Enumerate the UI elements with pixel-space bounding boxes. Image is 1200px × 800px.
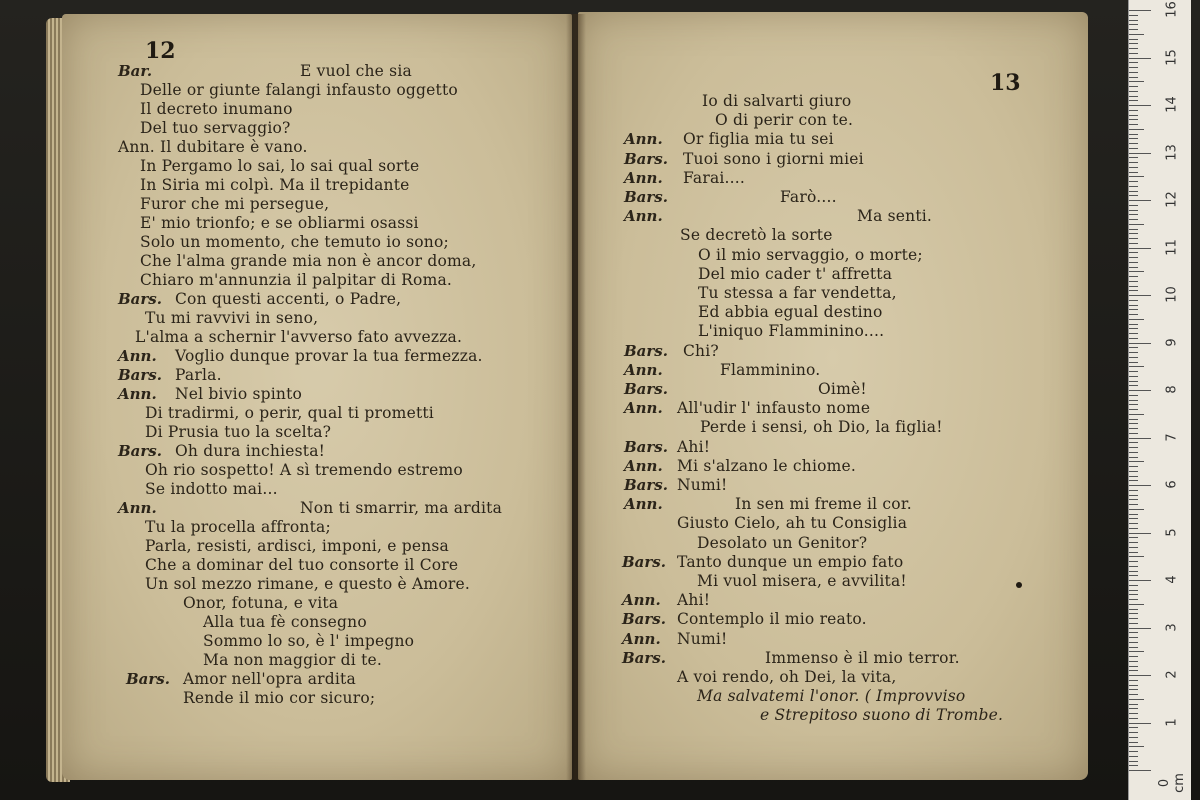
ruler-tick [1129, 324, 1138, 325]
left-page-text-line-19: Di Prusia tuo la scelta? [145, 423, 332, 441]
ruler-tick [1129, 295, 1151, 296]
ruler-tick [1129, 642, 1138, 643]
left-page-text-line-22: Se indotto mai... [145, 480, 278, 498]
left-page-text-line-9: Solo un momento, che temuto io sono; [140, 233, 449, 251]
ruler-tick [1129, 229, 1138, 230]
ruler-tick [1129, 15, 1138, 16]
right-page-text-line-30: A voi rendo, oh Dei, la vita, [677, 668, 897, 686]
ruler-tick [1129, 153, 1151, 154]
ruler-tick [1129, 466, 1138, 467]
ruler-number-14: 14 [1164, 96, 1180, 113]
ruler-tick [1129, 552, 1138, 553]
ruler-number-1: 1 [1164, 717, 1180, 727]
ruler-number-3: 3 [1164, 622, 1180, 632]
page-number-right: 13 [990, 70, 1021, 96]
ruler-tick [1129, 699, 1144, 700]
ruler-tick [1129, 371, 1138, 372]
ruler-tick [1129, 428, 1138, 429]
left-page-text-line-17: Nel bivio spinto [175, 385, 303, 403]
right-page-text-line-23: Desolato un Genitor? [697, 533, 868, 552]
ruler-tick [1129, 599, 1138, 600]
ruler-tick [1129, 514, 1138, 515]
ruler-tick [1129, 613, 1138, 614]
right-page-speaker-14: Ann. [624, 360, 663, 379]
left-page-text-line-28: Onor, fotuna, e vita [183, 594, 339, 612]
ruler-tick [1129, 499, 1138, 500]
ruler-tick [1129, 504, 1138, 505]
ruler-number-2: 2 [1164, 670, 1180, 679]
right-page-text-line-14: Flamminino. [720, 360, 821, 379]
right-page-speaker-4: Ann. [624, 168, 663, 187]
ruler-tick [1129, 214, 1138, 215]
ruler-tick [1129, 257, 1138, 258]
ruler-tick [1129, 737, 1138, 738]
right-page-text-line-10: Tu stessa a far vendetta, [698, 284, 897, 302]
right-page-text-line-1: O di perir con te. [715, 111, 854, 130]
right-page-text-line-12: L'iniquo Flamminino.... [698, 322, 885, 341]
ruler-tick [1129, 708, 1138, 709]
ruler-tick [1129, 447, 1138, 448]
ruler-tick [1129, 457, 1138, 458]
ruler-tick [1129, 162, 1138, 163]
ruler-tick [1129, 290, 1138, 291]
left-page-speaker-23: Ann. [118, 499, 157, 517]
ruler-tick [1129, 556, 1144, 557]
ruler-tick [1129, 647, 1138, 648]
ruler-tick [1129, 476, 1138, 477]
ruler-tick [1129, 195, 1138, 196]
ruler-number-15: 15 [1164, 48, 1180, 66]
right-page-speaker-20: Bars. [624, 476, 668, 494]
ruler-tick [1129, 91, 1138, 92]
left-page-speaker-20: Bars. [118, 442, 162, 460]
right-page-text-line-32: e Strepitoso suono di Trombe. [760, 706, 1004, 725]
right-page-text-line-28: Numi! [677, 629, 728, 648]
ruler-tick [1129, 134, 1138, 135]
left-page-text-line-5: In Pergamo lo sai, lo sai qual sorte [140, 157, 420, 175]
ruler-tick [1129, 438, 1151, 439]
right-page-text-line-6: Ma senti. [857, 207, 933, 226]
left-page-text-line-0: E vuol che sia [300, 62, 412, 80]
ruler-tick [1129, 314, 1138, 315]
ruler-tick [1129, 566, 1138, 567]
left-page-speaker-15: Ann. [118, 347, 157, 365]
ruler-tick [1129, 480, 1138, 481]
ruler-tick [1129, 138, 1138, 139]
ruler-tick [1129, 694, 1138, 695]
left-page-text-line-33: Rende il mio cor sicuro; [183, 689, 376, 707]
left-page-text-line-25: Parla, resisti, ardisci, imponi, e pensa [145, 537, 449, 555]
ruler-tick [1129, 381, 1138, 382]
ruler-tick [1129, 390, 1151, 391]
ruler-number-4: 4 [1164, 575, 1180, 584]
right-page-speaker-26: Ann. [622, 591, 661, 610]
ruler-tick [1129, 167, 1138, 168]
right-page-speaker-27: Bars. [622, 610, 666, 629]
right-page-text-line-8: O il mio servaggio, o morte; [698, 245, 923, 264]
ruler-tick [1129, 590, 1138, 591]
ink-mark [1016, 582, 1022, 588]
ruler-tick [1129, 53, 1138, 54]
ruler-tick [1129, 77, 1138, 78]
ruler-tick [1129, 704, 1138, 705]
right-page-text-line-0: Io di salvarti giuro [702, 92, 852, 110]
left-page-speaker-16: Bars. [118, 366, 162, 384]
ruler-tick [1129, 29, 1138, 30]
ruler-tick [1129, 675, 1151, 676]
right-page-text-line-20: Numi! [677, 476, 728, 494]
right-page-text-line-24: Tanto dunque un empio fato [677, 552, 904, 571]
right-page-speaker-19: Ann. [624, 456, 663, 475]
left-page-text-line-20: Oh dura inchiesta! [175, 442, 326, 460]
ruler-tick [1129, 105, 1151, 106]
ruler-tick [1129, 528, 1138, 529]
ruler-tick [1129, 252, 1138, 253]
ruler-tick [1129, 115, 1138, 116]
measurement-ruler [1128, 0, 1191, 800]
ruler-tick [1129, 338, 1138, 339]
ruler-tick [1129, 471, 1138, 472]
left-page-text-line-10: Che l'alma grande mia non è ancor doma, [140, 252, 477, 270]
page-number-left: 12 [145, 38, 176, 64]
left-page-text-line-1: Delle or giunte falangi infausto oggetto [140, 81, 458, 99]
right-page-speaker-28: Ann. [622, 629, 661, 648]
ruler-tick [1129, 10, 1151, 11]
ruler-tick [1129, 419, 1138, 420]
ruler-tick [1129, 713, 1138, 714]
ruler-tick [1129, 39, 1138, 40]
left-page-text-line-32: Amor nell'opra ardita [183, 670, 356, 688]
ruler-tick [1129, 110, 1138, 111]
ruler-tick [1129, 761, 1138, 762]
right-page-text-line-22: Giusto Cielo, ah tu Consiglia [677, 514, 908, 533]
ruler-tick [1129, 34, 1144, 35]
ruler-tick [1129, 461, 1144, 462]
ruler-tick [1129, 580, 1151, 581]
ruler-tick [1129, 352, 1138, 353]
right-page-speaker-5: Bars. [624, 188, 668, 206]
ruler-tick [1129, 628, 1151, 629]
ruler-tick [1129, 58, 1151, 59]
ruler-tick [1129, 362, 1138, 363]
ruler-tick [1129, 233, 1138, 234]
right-page-text-line-27: Contemplo il mio reato. [677, 610, 867, 629]
ruler-tick [1129, 276, 1138, 277]
right-page-text-line-13: Chi? [683, 341, 719, 360]
ruler-tick [1129, 594, 1138, 595]
ruler-tick [1129, 81, 1144, 82]
ruler-tick [1129, 656, 1138, 657]
ruler-tick [1129, 404, 1138, 405]
ruler-tick [1129, 205, 1138, 206]
ruler-unit-label: 0 cm [1157, 773, 1187, 793]
book-gutter [566, 14, 586, 780]
ruler-tick [1129, 651, 1144, 652]
ruler-tick [1129, 765, 1138, 766]
right-page-text-line-5: Farò.... [780, 188, 837, 206]
left-page-speaker-17: Ann. [118, 385, 157, 403]
ruler-tick [1129, 770, 1151, 771]
ruler-number-6: 6 [1164, 480, 1180, 489]
ruler-tick [1129, 186, 1138, 187]
ruler-number-12: 12 [1164, 191, 1180, 208]
ruler-tick [1129, 238, 1138, 239]
left-page-speaker-0: Bar. [118, 62, 153, 80]
left-page-text-line-21: Oh rio sospetto! A sì tremendo estremo [145, 461, 463, 479]
ruler-tick [1129, 742, 1138, 743]
right-page-speaker-2: Ann. [624, 130, 663, 149]
ruler-tick [1129, 490, 1138, 491]
right-page-text-line-17: Perde i sensi, oh Dio, la figlia! [700, 418, 943, 437]
left-page-text-line-8: E' mio trionfo; e se obliarmi osassi [140, 214, 419, 232]
ruler-tick [1129, 637, 1138, 638]
right-page-text-line-7: Se decretò la sorte [680, 226, 833, 245]
right-page-speaker-24: Bars. [622, 552, 666, 571]
ruler-number-11: 11 [1164, 238, 1180, 256]
left-page-text-line-4: Ann. Il dubitare è vano. [118, 138, 308, 156]
left-page-text-line-24: Tu la procella affronta; [145, 518, 331, 536]
left-page-text-line-14: L'alma a schernir l'avverso fato avvezza. [135, 328, 463, 346]
ruler-tick [1129, 271, 1144, 272]
left-page-text-line-13: Tu mi ravvivi in seno, [145, 309, 319, 327]
ruler-tick [1129, 666, 1138, 667]
left-page-text-line-31: Ma non maggior di te. [203, 651, 383, 669]
ruler-tick [1129, 172, 1138, 173]
ruler-tick [1129, 200, 1151, 201]
ruler-tick [1129, 452, 1138, 453]
right-page-text-line-4: Farai.... [683, 168, 746, 187]
ruler-number-10: 10 [1164, 286, 1180, 303]
ruler-tick [1129, 96, 1138, 97]
ruler-tick [1129, 143, 1138, 144]
ruler-tick [1129, 129, 1144, 130]
ruler-number-13: 13 [1164, 143, 1180, 161]
ruler-tick [1129, 343, 1151, 344]
right-page-text-line-21: In sen mi freme il cor. [735, 495, 912, 514]
right-page-text-line-19: Mi s'alzano le chiome. [677, 456, 857, 475]
right-page-text-line-9: Del mio cader t' affretta [698, 264, 893, 283]
ruler-tick [1129, 609, 1138, 610]
ruler-tick [1129, 267, 1138, 268]
ruler-tick [1129, 718, 1138, 719]
ruler-tick [1129, 561, 1138, 562]
ruler-tick [1129, 305, 1138, 306]
ruler-tick [1129, 509, 1144, 510]
ruler-tick [1129, 409, 1138, 410]
right-page-speaker-21: Ann. [624, 495, 663, 514]
ruler-tick [1129, 181, 1138, 182]
ruler-tick [1129, 756, 1138, 757]
ruler-tick [1129, 243, 1138, 244]
ruler-tick [1129, 585, 1138, 586]
ruler-tick [1129, 210, 1138, 211]
ruler-tick [1129, 119, 1138, 120]
left-page-text-line-30: Sommo lo so, è l' impegno [203, 632, 415, 650]
ruler-tick [1129, 732, 1138, 733]
ruler-tick [1129, 333, 1138, 334]
ruler-tick [1129, 571, 1138, 572]
ruler-tick [1129, 395, 1138, 396]
ruler-tick [1129, 219, 1138, 220]
ruler-tick [1129, 547, 1138, 548]
right-page-speaker-16: Ann. [624, 399, 663, 418]
ruler-tick [1129, 680, 1138, 681]
ruler-tick [1129, 661, 1138, 662]
ruler-tick [1129, 148, 1138, 149]
left-page-text-line-3: Del tuo servaggio? [140, 119, 291, 137]
ruler-tick [1129, 309, 1138, 310]
ruler-tick [1129, 376, 1138, 377]
ruler-number-7: 7 [1164, 432, 1180, 442]
ruler-tick [1129, 604, 1144, 605]
ruler-tick [1129, 366, 1144, 367]
right-page-text-line-3: Tuoi sono i giorni miei [683, 149, 864, 168]
right-page-text-line-11: Ed abbia egual destino [698, 303, 883, 322]
right-page-text-line-18: Ahi! [677, 437, 711, 456]
ruler-tick [1129, 191, 1138, 192]
ruler-number-9: 9 [1164, 337, 1180, 347]
left-page-speaker-32: Bars. [126, 670, 170, 688]
left-page-text-line-11: Chiaro m'annunzia il palpitar di Roma. [140, 271, 453, 289]
ruler-tick [1129, 433, 1138, 434]
ruler-tick [1129, 124, 1138, 125]
right-page-speaker-6: Ann. [624, 207, 663, 226]
ruler-tick [1129, 286, 1138, 287]
right-page-text-line-16: All'udir l' infausto nome [677, 399, 871, 418]
ruler-tick [1129, 575, 1138, 576]
right-page-speaker-3: Bars. [624, 149, 668, 168]
ruler-tick [1129, 751, 1138, 752]
right-page-speaker-15: Bars. [624, 380, 668, 398]
ruler-tick [1129, 670, 1138, 671]
left-page-text-line-2: Il decreto inumano [140, 100, 293, 118]
right-page-text-line-15: Oimè! [818, 380, 867, 398]
ruler-tick [1129, 248, 1151, 249]
ruler-tick [1129, 157, 1138, 158]
ruler-tick [1129, 43, 1138, 44]
ruler-tick [1129, 48, 1138, 49]
ruler-tick [1129, 518, 1138, 519]
left-page-speaker-12: Bars. [118, 290, 162, 308]
right-page-speaker-13: Bars. [624, 341, 668, 360]
ruler-tick [1129, 300, 1138, 301]
ruler-tick [1129, 319, 1144, 320]
ruler-tick [1129, 224, 1144, 225]
right-page-text-line-25: Mi vuol misera, e avvilita! [697, 572, 907, 590]
ruler-tick [1129, 537, 1138, 538]
right-page-text-line-31: Ma salvatemi l'onor. ( Improvviso [697, 687, 966, 706]
ruler-tick [1129, 746, 1144, 747]
right-page-speaker-18: Bars. [624, 437, 668, 456]
left-page-text-line-16: Parla. [175, 366, 222, 384]
ruler-tick [1129, 618, 1138, 619]
right-page-text-line-2: Or figlia mia tu sei [683, 130, 834, 149]
ruler-tick [1129, 347, 1138, 348]
left-page-text-line-15: Voglio dunque provar la tua fermezza. [175, 347, 483, 365]
ruler-tick [1129, 100, 1138, 101]
left-page-text-line-7: Furor che mi persegue, [140, 195, 330, 213]
ruler-tick [1129, 723, 1151, 724]
ruler-tick [1129, 385, 1138, 386]
left-page-text-line-12: Con questi accenti, o Padre, [175, 290, 402, 308]
ruler-tick [1129, 176, 1144, 177]
ruler-tick [1129, 523, 1138, 524]
ruler-tick [1129, 689, 1138, 690]
left-page-text-line-6: In Siria mi colpì. Ma il trepidante [140, 176, 410, 194]
ruler-tick [1129, 442, 1138, 443]
left-page-text-line-26: Che a dominar del tuo consorte il Core [145, 556, 459, 574]
ruler-tick [1129, 62, 1138, 63]
ruler-tick [1129, 86, 1138, 87]
ruler-tick [1129, 281, 1138, 282]
ruler-tick [1129, 24, 1138, 25]
right-page-speaker-29: Bars. [622, 648, 666, 667]
ruler-tick [1129, 357, 1138, 358]
right-page-text-line-26: Ahi! [677, 591, 711, 610]
ruler-tick [1129, 400, 1138, 401]
ruler-tick [1129, 632, 1138, 633]
left-page-text-line-29: Alla tua fè consegno [203, 613, 367, 631]
ruler-tick [1129, 485, 1151, 486]
ruler-number-8: 8 [1164, 385, 1180, 394]
ruler-number-5: 5 [1164, 527, 1180, 537]
ruler-tick [1129, 623, 1138, 624]
ruler-tick [1129, 67, 1138, 68]
left-page-text-line-23: Non ti smarrir, ma ardita [300, 499, 503, 517]
ruler-tick [1129, 72, 1138, 73]
ruler-tick [1129, 20, 1138, 21]
ruler-tick [1129, 495, 1138, 496]
ruler-tick [1129, 262, 1138, 263]
ruler-tick [1129, 542, 1138, 543]
ruler-tick [1129, 727, 1138, 728]
right-page-text-line-29: Immenso è il mio terror. [765, 648, 960, 667]
ruler-tick [1129, 533, 1151, 534]
left-page-text-line-18: Di tradirmi, o perir, qual ti prometti [145, 404, 434, 422]
ruler-tick [1129, 414, 1144, 415]
ruler-number-16: 16 [1164, 1, 1180, 18]
ruler-tick [1129, 328, 1138, 329]
ruler-tick [1129, 685, 1138, 686]
left-page-text-line-27: Un sol mezzo rimane, e questo è Amore. [145, 575, 470, 593]
ruler-tick [1129, 423, 1138, 424]
